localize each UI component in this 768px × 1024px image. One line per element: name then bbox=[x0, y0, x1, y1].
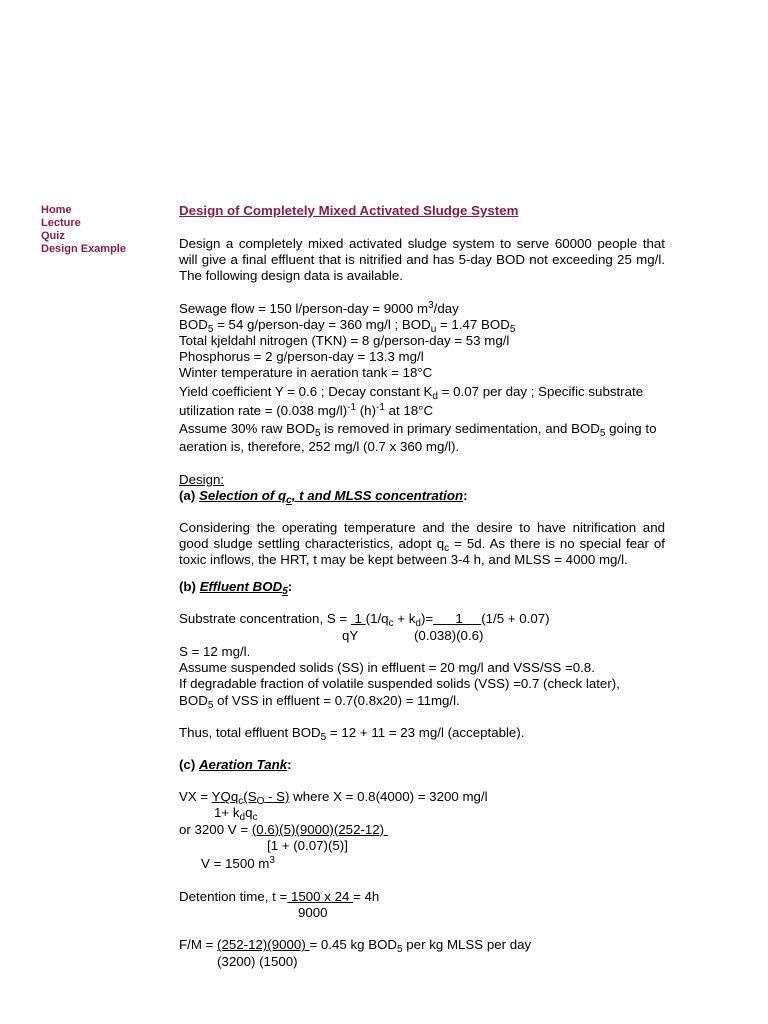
assume-line: Assume 30% raw $BOD_5$ is removed in primary sedimentation, and $BOD_5$ going to aeration is, therefore, 252 mg/l (0.7 x 360 mg/l). bbox=[179, 420, 657, 454]
section-b-heading: (b) Effluent $BOD_5$: bbox=[179, 578, 293, 597]
vss-line: If degradable fraction of volatile suspended solids (VSS) =0.7 (check later), bbox=[179, 676, 620, 692]
section-a-text: Considering the operating temperature and the desire to have nitrification and good sludge settling characteristics, adopt $q_c = 5d$. As there is no special fear of toxic inflows, the HRT, t may be kept between 3-4 h, and MLSS = 4000 mg/l. bbox=[179, 520, 665, 568]
side-nav bbox=[41, 204, 126, 256]
section-c-heading: (c) Aeration Tank: bbox=[179, 757, 292, 773]
nav-home-link[interactable]: Home bbox=[41, 204, 72, 216]
volume-denominator: [1 + (0.07)(5)] bbox=[267, 837, 348, 853]
s-value-line: S = 12 mg/l. bbox=[179, 644, 251, 660]
tkn-line: Total kjeldahl nitrogen (TKN) = 8 g/person-day = 53 mg/l bbox=[179, 333, 510, 349]
temperature-line: Winter temperature in aeration tank = 18°C bbox=[179, 365, 433, 381]
nav-quiz-link[interactable]: Quiz bbox=[41, 230, 65, 242]
nav-lecture-link[interactable]: Lecture bbox=[41, 217, 81, 229]
volume-equation: or 3200 V = (0.6)(5)(9000)(252-12) bbox=[179, 821, 388, 837]
vx-equation: VX = $YQq_c(S_O - S)$ where X = 0.8(4000) = 3200 mg/l bbox=[179, 789, 488, 808]
yield-line: Yield coefficient Y = 0.6 ; Decay constant $K_d = 0.07$ per day ; Specific substrate utilization rate = (0.038 mg/l)$^{-1}$ $(h)^{-1}$ at 18°C bbox=[179, 383, 644, 418]
vss-bod-line: $BOD_5$ of VSS in effluent = 0.7(0.8x20) = 11mg/l. bbox=[179, 692, 460, 711]
phosphorus-line: Phosphorus = 2 g/person-day = 13.3 mg/l bbox=[179, 349, 424, 365]
page-title: Design of Completely Mixed Activated Sludge System bbox=[179, 203, 519, 218]
nav-design-example-link[interactable]: Design Example bbox=[41, 243, 126, 255]
intro-paragraph: Design a completely mixed activated sludge system to serve 60000 people that will give a final effluent that is nitrified and has 5-day BOD not exceeding 25 mg/l. The following design data is available. bbox=[179, 236, 665, 284]
ss-line: Assume suspended solids (SS) in effluent = 20 mg/l and VSS/SS =0.8. bbox=[179, 660, 595, 676]
sewage-flow-line: Sewage flow = 150 l/person-day = 9000 $m^3$/day bbox=[179, 299, 459, 316]
fm-equation: F/M = (252-12)(9000) = 0.45 kg $BOD_5$ per kg MLSS per day bbox=[179, 937, 532, 956]
volume-result: V = 1500 $m^3$ bbox=[201, 855, 275, 872]
total-bod-line: Thus, total effluent $BOD_5 = 12 + 11 = 23$ mg/l (acceptable). bbox=[179, 724, 525, 743]
main-content bbox=[179, 203, 665, 970]
design-label: Design: bbox=[179, 471, 225, 487]
vx-denominator: $1+ k_dq_c$ bbox=[214, 805, 258, 824]
detention-equation: Detention time, t = 1500 x 24 = 4h bbox=[179, 889, 380, 905]
section-a-heading: (a) Selection of $q_c$, t and MLSS concentration: bbox=[179, 487, 468, 506]
substrate-equation: Substrate concentration, S = 1 $(1/q_c + k_d)=$ 1 (1/5 + 0.07) bbox=[179, 610, 550, 629]
substrate-denominator: qY (0.038)(0.6) bbox=[342, 628, 484, 644]
bod-line: $BOD_5 = 54$ g/person-day = 360 mg/l ; $BOD_u = 1.47$ $BOD_5$ bbox=[179, 316, 516, 335]
fm-denominator: (3200) (1500) bbox=[217, 953, 298, 969]
detention-denominator: 9000 bbox=[298, 905, 328, 921]
